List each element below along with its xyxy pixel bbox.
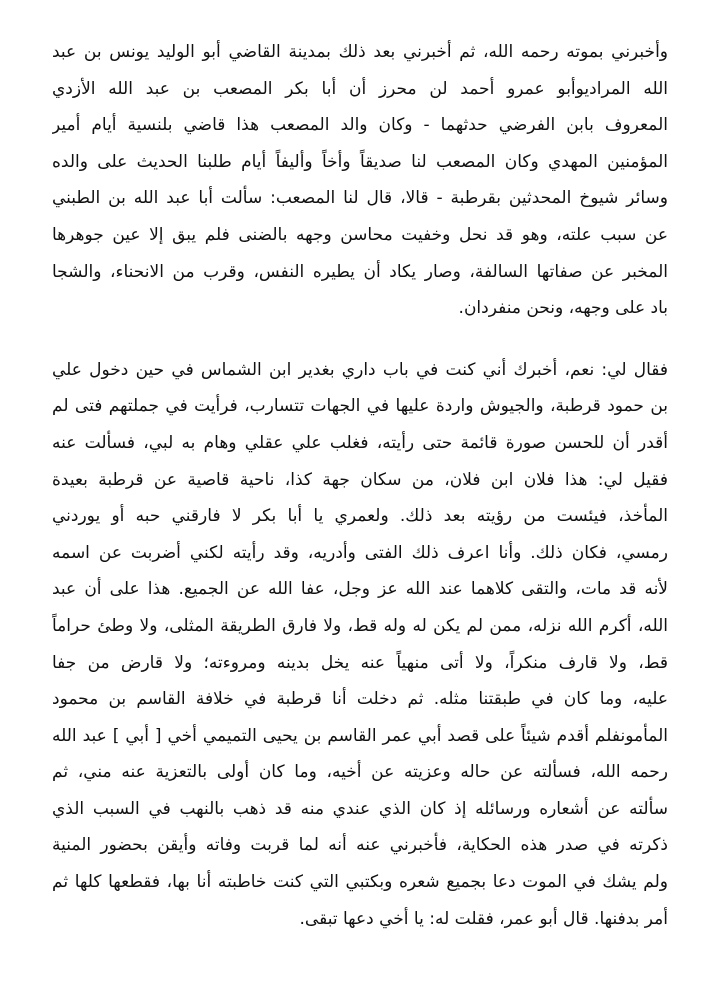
text-line: المعروف بابن الفرضي حدثهما - وكان والد المصعب هذا قاضي بلنسية أيام أمير: [52, 115, 668, 136]
text-line: أقدر أن للحسن صورة قائمة حتى رأيته، فغلب علي عقلي وهام به لبي، فسألت عنه: [52, 432, 668, 453]
text-line: عليه، وما كان في طبقتنا مثله. ثم دخلت أنا قرطبة في خلافة القاسم بن محمود: [52, 689, 668, 710]
paragraph-gap: [52, 327, 668, 352]
text-line: أمر بدفنها. قال أبو عمر، فقلت له: يا أخي دعها تبقى.: [299, 908, 668, 929]
text-line: المخبر عن صفاتها السالفة، وصار يكاد أن يطيره النفس، وقرب من الانحناء، والشجا: [52, 261, 668, 282]
text-line: المؤمنين المهدي وكان المصعب لنا صديقاً وأخاً وأليفاً أيام طلبنا الحديث على والده: [52, 151, 668, 172]
text-line: رحمه الله، فسألته عن حاله وعزيته عن أخيه، وما كان أولى بالتعزية عنه مني، ثم: [52, 762, 668, 783]
paragraph-1: [52, 34, 668, 327]
document-page: [52, 34, 668, 937]
text-line: قط، ولا قارف منكراً، ولا أتى منهياً عنه يخل بدينه ومروءته؛ ولا قارض من جفا: [52, 652, 668, 673]
text-line: ولم يشك في الموت دعا بجميع شعره وبكتبي التي كنت خاطبته أنا بها، فقطعها كلها ثم: [52, 872, 668, 893]
text-line: الله المراديوأبو عمرو أحمد لن محرز أن أبا بكر المصعب بن عبد الله الأزدي: [52, 78, 668, 99]
text-line: سألته عن أشعاره ورسائله إذ كان الذي عندي منه قد ذهب بالنهب في السبب الذي: [52, 798, 668, 819]
text-line: وسائر شيوخ المحدثين بقرطبة - قالا، قال لنا المصعب: سألت أبا عبد الله بن الطبني: [52, 188, 668, 209]
paragraph-2: [52, 352, 668, 938]
text-line: باد على وجهه، ونحن منفردان.: [458, 298, 668, 319]
text-line: عن سبب علته، وهو قد نحل وخفيت محاسن وجهه بالضنى فلم يبق إلا عين جوهرها: [52, 224, 668, 245]
text-line: فقال لي: نعم، أخبرك أني كنت في باب داري بغدير ابن الشماس في حين دخول علي: [52, 359, 668, 380]
text-line: الله، أكرم الله نزله، ممن لم يكن له وله قط، ولا فارق الطريقة المثلى، ولا وطئ حراماً: [52, 615, 668, 636]
text-line: لأنه قد مات، والتقى كلاهما عند الله عز وجل، عفا الله عن الجميع. هذا على أن عبد: [52, 579, 668, 600]
text-line: ذكرته في صدر هذه الحكاية، فأخبرني عنه أنه لما قربت وفاته وأيقن بحضور المنية: [52, 835, 668, 856]
text-line: المأمونفلم أقدم شيئاً على قصد أبي عمر القاسم بن يحيى التميمي أخي [ أبي ] عبد الله: [52, 725, 668, 746]
text-line: رمسي، فكان ذلك. وأنا اعرف ذلك الفتى وأدريه، وقد رأيته لكني أضربت عن اسمه: [52, 542, 668, 563]
text-line: المأخذ، فيئست من رؤيته بعد ذلك. ولعمري يا أبا بكر لا فارقني حبه أو يوردني: [52, 506, 668, 527]
text-line: فقيل لي: هذا فلان ابن فلان، من سكان جهة كذا، ناحية قاصية عن قرطبة بعيدة: [52, 469, 668, 490]
text-line: وأخبرني بموته رحمه الله، ثم أخبرني بعد ذلك بمدينة القاضي أبو الوليد يونس بن عبد: [52, 42, 668, 62]
text-line: بن حمود قرطبة، والجيوش واردة عليها في الجهات تتسارب، فرأيت في جملتهم فتى لم: [52, 396, 668, 417]
